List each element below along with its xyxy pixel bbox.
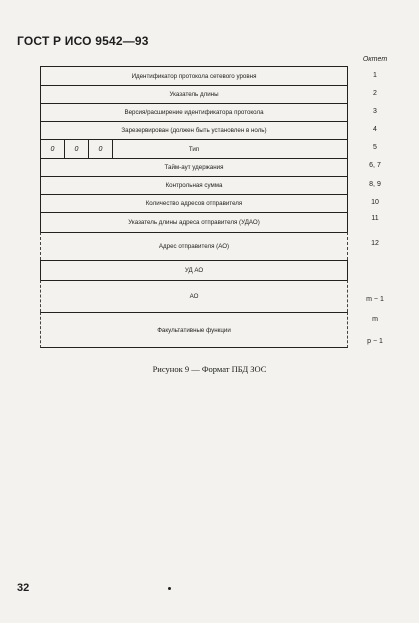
row-reserved	[40, 121, 348, 139]
row-label: Указатель длины	[169, 91, 219, 98]
page-number: 32	[17, 582, 30, 594]
row-label: Тип	[188, 145, 200, 153]
figure-caption: Рисунок 9 — Формат ПБД ЗОС	[152, 364, 267, 374]
row-label: УД АО	[184, 267, 204, 274]
row-label: Адрес отправителя (АО)	[158, 243, 230, 250]
type-bits	[41, 140, 113, 158]
row-label: Тайм-аут удержания	[164, 164, 224, 171]
octet-number: 5	[373, 144, 377, 151]
octet-number: m − 1	[366, 296, 384, 303]
octet-column-header: Октет	[362, 56, 388, 63]
bit-cell: 0	[89, 140, 113, 158]
row-label: АО	[189, 293, 199, 300]
octet-number: 1	[373, 72, 377, 79]
octet-number: 3	[373, 108, 377, 115]
octet-number: 2	[373, 90, 377, 97]
pdu-format-table	[40, 66, 348, 348]
row-optional-functions	[40, 312, 348, 348]
octet-number: p − 1	[367, 338, 383, 345]
row-label: Идентификатор протокола сетевого уровня	[131, 72, 257, 80]
row-checksum	[40, 176, 348, 194]
octet-number: 10	[371, 199, 379, 206]
row-label: Контрольная сумма	[165, 182, 223, 189]
print-speck	[168, 587, 171, 590]
row-length-indicator	[40, 85, 348, 103]
row-label: Версия/расширение идентификатора протокола	[124, 109, 264, 116]
row-source-address-count	[40, 194, 348, 212]
row-protocol-id	[40, 66, 348, 85]
row-source-address-2	[40, 280, 348, 312]
row-type	[40, 139, 348, 158]
octet-number: 12	[371, 240, 379, 247]
octet-number: 6, 7	[369, 162, 381, 169]
octet-number: m	[372, 316, 378, 323]
octet-number: 11	[371, 215, 379, 222]
octet-number: 4	[373, 126, 377, 133]
row-label: Указатель длины адреса отправителя (УДАО)	[128, 219, 260, 226]
row-source-address	[40, 232, 348, 260]
row-source-address-length	[40, 212, 348, 232]
row-label: Факультативные функции	[157, 326, 231, 334]
bit-cell: 0	[41, 140, 65, 158]
octet-number: 8, 9	[369, 181, 381, 188]
row-label: Количество адресов отправителя	[145, 200, 243, 207]
row-source-address-length-2	[40, 260, 348, 280]
row-label: Зарезервирован (должен быть установлен в ноль)	[121, 127, 267, 134]
document-header: ГОСТ Р ИСО 9542—93	[17, 34, 149, 48]
row-version	[40, 103, 348, 121]
row-holding-time	[40, 158, 348, 176]
bit-cell: 0	[65, 140, 89, 158]
